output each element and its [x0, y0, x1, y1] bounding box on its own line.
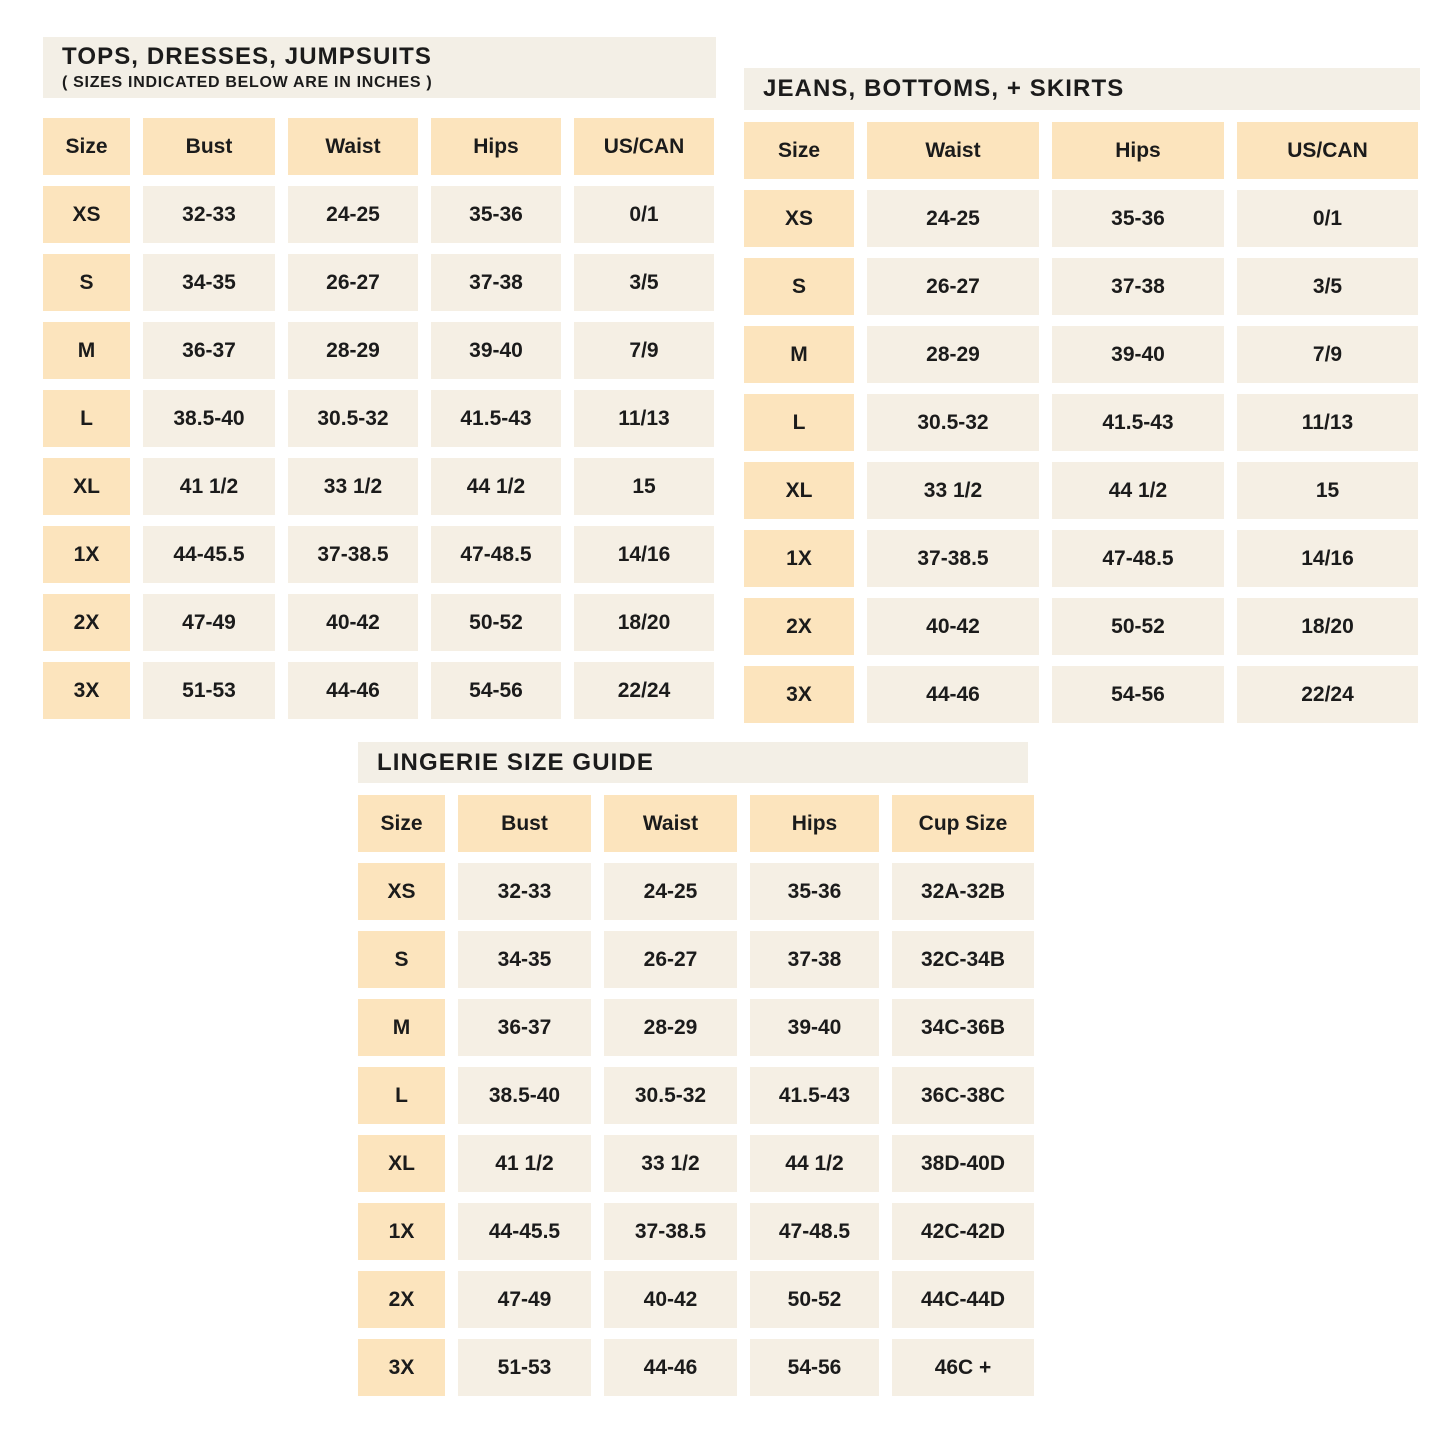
value-cell: 24-25	[288, 186, 418, 243]
size-cell-s: S	[43, 254, 130, 311]
value-cell: 37-38	[1052, 258, 1224, 315]
value-cell: 44 1/2	[431, 458, 561, 515]
value-cell: 7/9	[1237, 326, 1418, 383]
value-cell: 44C-44D	[892, 1271, 1034, 1328]
value-cell: 47-48.5	[431, 526, 561, 583]
value-cell: 51-53	[143, 662, 275, 719]
value-cell: 30.5-32	[867, 394, 1039, 451]
value-cell: 32-33	[143, 186, 275, 243]
lingerie-size-guide-table	[358, 742, 1034, 1396]
value-cell: 37-38.5	[867, 530, 1039, 587]
size-cell-l: L	[43, 390, 130, 447]
size-cell-m: M	[358, 999, 445, 1056]
value-cell: 38.5-40	[458, 1067, 591, 1124]
value-cell: 36C-38C	[892, 1067, 1034, 1124]
jeans-bottoms-skirts-table	[744, 68, 1420, 723]
value-cell: 42C-42D	[892, 1203, 1034, 1260]
column-header-bust: Bust	[143, 118, 275, 175]
value-cell: 44-46	[604, 1339, 737, 1396]
value-cell: 15	[574, 458, 714, 515]
value-cell: 39-40	[1052, 326, 1224, 383]
column-header-cup-size: Cup Size	[892, 795, 1034, 852]
value-cell: 34C-36B	[892, 999, 1034, 1056]
value-cell: 14/16	[574, 526, 714, 583]
value-cell: 41.5-43	[1052, 394, 1224, 451]
value-cell: 32-33	[458, 863, 591, 920]
value-cell: 24-25	[867, 190, 1039, 247]
size-cell-xl: XL	[358, 1135, 445, 1192]
value-cell: 46C +	[892, 1339, 1034, 1396]
size-cell-m: M	[744, 326, 854, 383]
value-cell: 30.5-32	[288, 390, 418, 447]
column-header-us-can: US/CAN	[574, 118, 714, 175]
size-cell-3x: 3X	[43, 662, 130, 719]
value-cell: 54-56	[1052, 666, 1224, 723]
value-cell: 33 1/2	[867, 462, 1039, 519]
column-header-waist: Waist	[867, 122, 1039, 179]
value-cell: 36-37	[143, 322, 275, 379]
value-cell: 47-48.5	[1052, 530, 1224, 587]
lingerie-table-title-banner	[358, 742, 1028, 783]
value-cell: 30.5-32	[604, 1067, 737, 1124]
value-cell: 18/20	[1237, 598, 1418, 655]
size-cell-xl: XL	[43, 458, 130, 515]
size-cell-xl: XL	[744, 462, 854, 519]
value-cell: 40-42	[288, 594, 418, 651]
value-cell: 28-29	[604, 999, 737, 1056]
value-cell: 38.5-40	[143, 390, 275, 447]
value-cell: 32C-34B	[892, 931, 1034, 988]
jeans-table-title: JEANS, BOTTOMS, + SKIRTS	[763, 75, 1125, 102]
column-header-size: Size	[43, 118, 130, 175]
tops-table-title: TOPS, DRESSES, JUMPSUITS	[62, 43, 433, 70]
value-cell: 40-42	[604, 1271, 737, 1328]
value-cell: 39-40	[750, 999, 879, 1056]
value-cell: 37-38	[431, 254, 561, 311]
value-cell: 40-42	[867, 598, 1039, 655]
value-cell: 11/13	[1237, 394, 1418, 451]
size-cell-l: L	[744, 394, 854, 451]
value-cell: 47-49	[143, 594, 275, 651]
lingerie-table-title: LINGERIE SIZE GUIDE	[377, 748, 654, 776]
value-cell: 26-27	[867, 258, 1039, 315]
value-cell: 37-38.5	[604, 1203, 737, 1260]
value-cell: 50-52	[1052, 598, 1224, 655]
value-cell: 50-52	[750, 1271, 879, 1328]
size-cell-2x: 2X	[358, 1271, 445, 1328]
lingerie-size-grid	[358, 795, 1034, 1396]
column-header-hips: Hips	[1052, 122, 1224, 179]
value-cell: 37-38.5	[288, 526, 418, 583]
size-cell-xs: XS	[43, 186, 130, 243]
value-cell: 44 1/2	[750, 1135, 879, 1192]
value-cell: 44 1/2	[1052, 462, 1224, 519]
value-cell: 34-35	[143, 254, 275, 311]
size-cell-1x: 1X	[744, 530, 854, 587]
value-cell: 47-48.5	[750, 1203, 879, 1260]
value-cell: 11/13	[574, 390, 714, 447]
value-cell: 47-49	[458, 1271, 591, 1328]
value-cell: 35-36	[750, 863, 879, 920]
value-cell: 26-27	[604, 931, 737, 988]
value-cell: 44-45.5	[458, 1203, 591, 1260]
value-cell: 24-25	[604, 863, 737, 920]
value-cell: 3/5	[574, 254, 714, 311]
size-cell-l: L	[358, 1067, 445, 1124]
value-cell: 15	[1237, 462, 1418, 519]
column-header-waist: Waist	[288, 118, 418, 175]
column-header-waist: Waist	[604, 795, 737, 852]
value-cell: 54-56	[750, 1339, 879, 1396]
value-cell: 33 1/2	[288, 458, 418, 515]
value-cell: 32A-32B	[892, 863, 1034, 920]
value-cell: 35-36	[431, 186, 561, 243]
value-cell: 35-36	[1052, 190, 1224, 247]
value-cell: 51-53	[458, 1339, 591, 1396]
value-cell: 26-27	[288, 254, 418, 311]
column-header-hips: Hips	[750, 795, 879, 852]
tops-table-title-banner	[43, 37, 716, 98]
value-cell: 50-52	[431, 594, 561, 651]
jeans-table-title-banner	[744, 68, 1420, 110]
size-cell-m: M	[43, 322, 130, 379]
value-cell: 18/20	[574, 594, 714, 651]
value-cell: 33 1/2	[604, 1135, 737, 1192]
value-cell: 38D-40D	[892, 1135, 1034, 1192]
value-cell: 44-46	[288, 662, 418, 719]
value-cell: 36-37	[458, 999, 591, 1056]
value-cell: 0/1	[574, 186, 714, 243]
column-header-us-can: US/CAN	[1237, 122, 1418, 179]
jeans-size-grid	[744, 122, 1420, 723]
value-cell: 44-46	[867, 666, 1039, 723]
value-cell: 39-40	[431, 322, 561, 379]
column-header-hips: Hips	[431, 118, 561, 175]
value-cell: 41 1/2	[458, 1135, 591, 1192]
tops-table-subtitle: ( SIZES INDICATED BELOW ARE IN INCHES )	[62, 74, 433, 91]
size-cell-s: S	[744, 258, 854, 315]
value-cell: 22/24	[574, 662, 714, 719]
size-cell-2x: 2X	[744, 598, 854, 655]
column-header-bust: Bust	[458, 795, 591, 852]
value-cell: 41.5-43	[431, 390, 561, 447]
value-cell: 37-38	[750, 931, 879, 988]
size-cell-1x: 1X	[43, 526, 130, 583]
value-cell: 3/5	[1237, 258, 1418, 315]
value-cell: 28-29	[867, 326, 1039, 383]
value-cell: 0/1	[1237, 190, 1418, 247]
tops-size-grid	[43, 118, 716, 719]
value-cell: 7/9	[574, 322, 714, 379]
value-cell: 44-45.5	[143, 526, 275, 583]
value-cell: 28-29	[288, 322, 418, 379]
value-cell: 34-35	[458, 931, 591, 988]
size-cell-xs: XS	[744, 190, 854, 247]
size-cell-3x: 3X	[744, 666, 854, 723]
column-header-size: Size	[358, 795, 445, 852]
value-cell: 14/16	[1237, 530, 1418, 587]
size-cell-xs: XS	[358, 863, 445, 920]
size-cell-1x: 1X	[358, 1203, 445, 1260]
value-cell: 41.5-43	[750, 1067, 879, 1124]
column-header-size: Size	[744, 122, 854, 179]
value-cell: 41 1/2	[143, 458, 275, 515]
size-cell-s: S	[358, 931, 445, 988]
value-cell: 54-56	[431, 662, 561, 719]
value-cell: 22/24	[1237, 666, 1418, 723]
size-cell-3x: 3X	[358, 1339, 445, 1396]
size-cell-2x: 2X	[43, 594, 130, 651]
tops-dresses-jumpsuits-table	[43, 37, 716, 719]
